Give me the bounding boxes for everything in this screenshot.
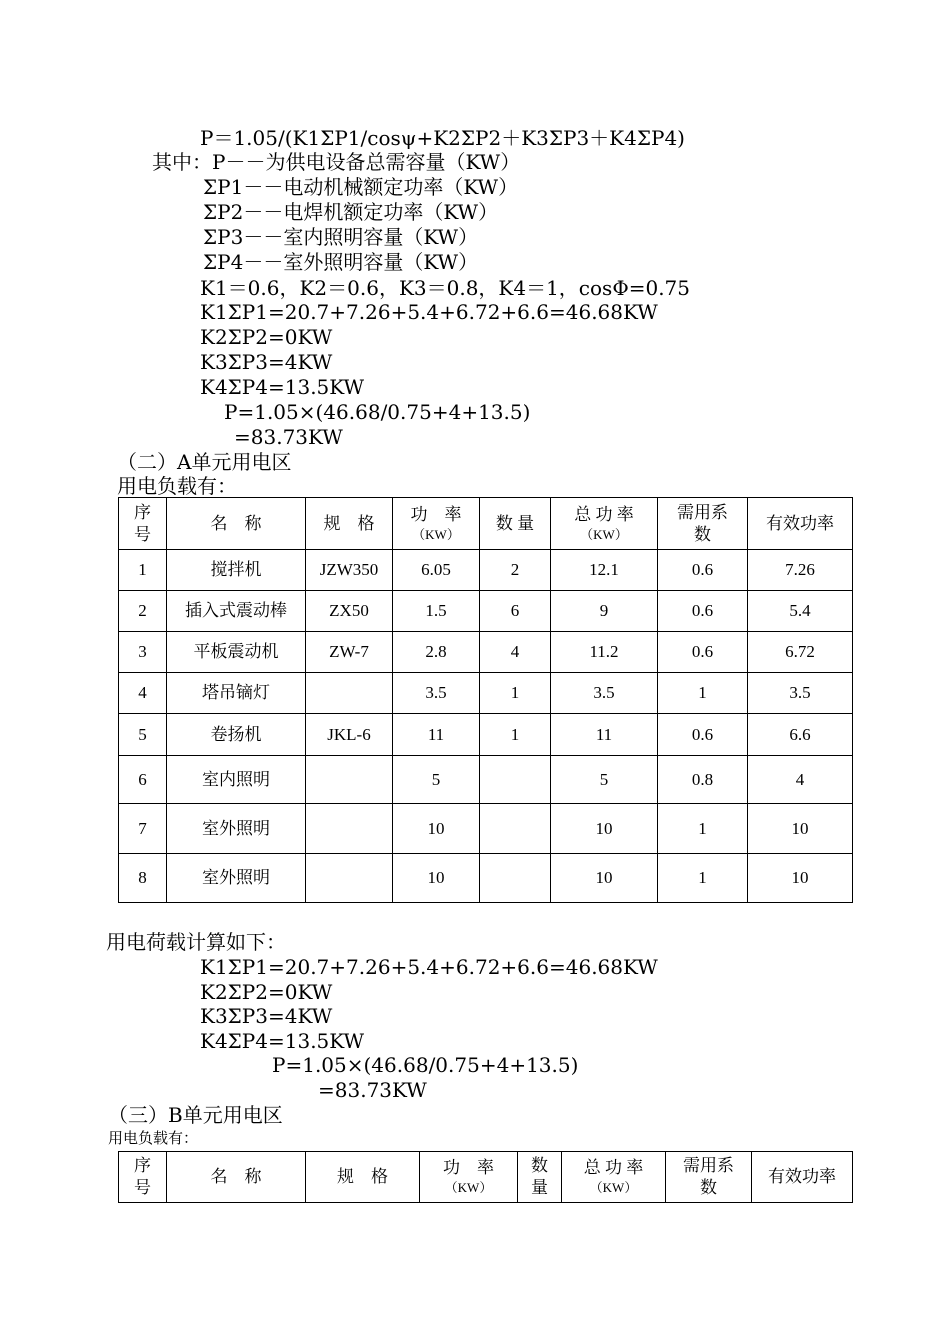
header-coef: 需用系 数 [666,1152,752,1203]
cell-no: 4 [119,673,167,714]
calc-result: =83.73KW [318,1078,427,1102]
cell-total: 9 [551,591,658,632]
cell-eff: 5.4 [748,591,853,632]
table-row [119,714,853,756]
cell-eff: 7.26 [748,550,853,591]
cell-eff: 4 [748,756,853,804]
formula-def-p4: ΣP4－－室外照明容量（KW） [203,250,479,274]
cell-no: 3 [119,632,167,673]
table-row [119,756,853,804]
header-eff: 有效功率 [748,498,853,550]
cell-name: 平板震动机 [167,632,306,673]
header-eff: 有效功率 [752,1152,853,1203]
table-row [119,632,853,673]
cell-qty: 1 [480,714,551,756]
formula-main: P＝1.05/(K1ΣP1/cosψ+K2ΣP2＋K3ΣP3＋K4ΣP4) [200,126,685,150]
cell-name: 室内照明 [167,756,306,804]
table-row [119,550,853,591]
cell-eff: 10 [748,854,853,903]
table-header-row [119,1152,853,1203]
table-row [119,591,853,632]
cell-coef: 0.6 [658,632,748,673]
cell-total: 12.1 [551,550,658,591]
formula-k3: K3ΣP3=4KW [200,350,333,374]
formula-where: 其中：P－－为供电设备总需容量（KW） [152,150,521,174]
cell-no: 8 [119,854,167,903]
formula-result: =83.73KW [234,425,343,449]
cell-name: 卷扬机 [167,714,306,756]
formula-def-p2: ΣP2－－电焊机额定功率（KW） [203,200,499,224]
cell-name: 室外照明 [167,804,306,854]
table-row [119,804,853,854]
formula-coefficients: K1＝0.6，K2＝0.6，K3＝0.8，K4＝1，cosΦ=0.75 [200,276,690,300]
cell-power: 3.5 [393,673,480,714]
header-no: 序 号 [119,1152,167,1203]
cell-spec: ZW-7 [306,632,393,673]
cell-power: 10 [393,854,480,903]
calc-k4: K4ΣP4=13.5KW [200,1029,365,1053]
cell-power: 11 [393,714,480,756]
cell-qty [480,804,551,854]
cell-spec [306,854,393,903]
header-no: 序 号 [119,498,167,550]
cell-coef: 1 [658,673,748,714]
formula-p: P=1.05×(46.68/0.75+4+13.5) [224,400,531,424]
header-name: 名 称 [167,1152,306,1203]
calc-k1: K1ΣP1=20.7+7.26+5.4+6.72+6.6=46.68KW [200,955,658,979]
table-header-row [119,498,853,550]
cell-spec: JZW350 [306,550,393,591]
cell-eff: 3.5 [748,673,853,714]
cell-name: 塔吊镝灯 [167,673,306,714]
section-b-title: （三）B单元用电区 [108,1103,283,1127]
cell-power: 1.5 [393,591,480,632]
cell-name: 搅拌机 [167,550,306,591]
header-coef: 需用系 数 [658,498,748,550]
calc-p: P=1.05×(46.68/0.75+4+13.5) [272,1053,579,1077]
cell-no: 7 [119,804,167,854]
load-table-b [118,1151,853,1203]
header-spec: 规 格 [306,498,393,550]
calc-title: 用电荷载计算如下： [106,930,286,954]
cell-qty: 2 [480,550,551,591]
cell-total: 10 [551,854,658,903]
cell-coef: 0.6 [658,714,748,756]
calc-k3: K3ΣP3=4KW [200,1004,333,1028]
cell-no: 6 [119,756,167,804]
calc-k2: K2ΣP2=0KW [200,980,333,1004]
cell-qty: 1 [480,673,551,714]
cell-total: 11 [551,714,658,756]
table-row [119,854,853,903]
cell-coef: 0.8 [658,756,748,804]
header-power: 功 率 （KW） [420,1152,518,1203]
load-table-a [118,497,853,903]
formula-k2: K2ΣP2=0KW [200,325,333,349]
cell-spec [306,756,393,804]
cell-total: 11.2 [551,632,658,673]
header-spec: 规 格 [306,1152,420,1203]
cell-spec [306,804,393,854]
cell-power: 10 [393,804,480,854]
section-a-subtitle: 用电负载有： [117,474,237,498]
header-power: 功 率 （KW） [393,498,480,550]
cell-qty [480,854,551,903]
formula-def-p1: ΣP1－－电动机械额定功率（KW） [203,175,519,199]
header-total: 总 功 率 （KW） [562,1152,666,1203]
cell-coef: 0.6 [658,550,748,591]
cell-power: 2.8 [393,632,480,673]
cell-eff: 6.6 [748,714,853,756]
cell-spec: JKL-6 [306,714,393,756]
cell-no: 5 [119,714,167,756]
cell-spec: ZX50 [306,591,393,632]
cell-no: 1 [119,550,167,591]
header-name: 名 称 [167,498,306,550]
cell-power: 5 [393,756,480,804]
cell-eff: 6.72 [748,632,853,673]
header-total: 总 功 率 （KW） [551,498,658,550]
header-qty: 数 量 [518,1152,562,1203]
cell-name: 室外照明 [167,854,306,903]
cell-coef: 1 [658,854,748,903]
table-row [119,673,853,714]
cell-qty: 6 [480,591,551,632]
formula-def-p3: ΣP3－－室内照明容量（KW） [203,225,479,249]
cell-coef: 1 [658,804,748,854]
cell-total: 10 [551,804,658,854]
cell-qty: 4 [480,632,551,673]
cell-total: 5 [551,756,658,804]
cell-name: 插入式震动棒 [167,591,306,632]
cell-qty [480,756,551,804]
cell-no: 2 [119,591,167,632]
cell-power: 6.05 [393,550,480,591]
cell-eff: 10 [748,804,853,854]
header-qty: 数 量 [480,498,551,550]
cell-spec [306,673,393,714]
cell-total: 3.5 [551,673,658,714]
formula-k4: K4ΣP4=13.5KW [200,375,365,399]
cell-coef: 0.6 [658,591,748,632]
formula-k1: K1ΣP1=20.7+7.26+5.4+6.72+6.6=46.68KW [200,300,658,324]
section-b-subtitle: 用电负载有： [108,1129,199,1147]
section-a-title: （二）A单元用电区 [117,450,292,474]
